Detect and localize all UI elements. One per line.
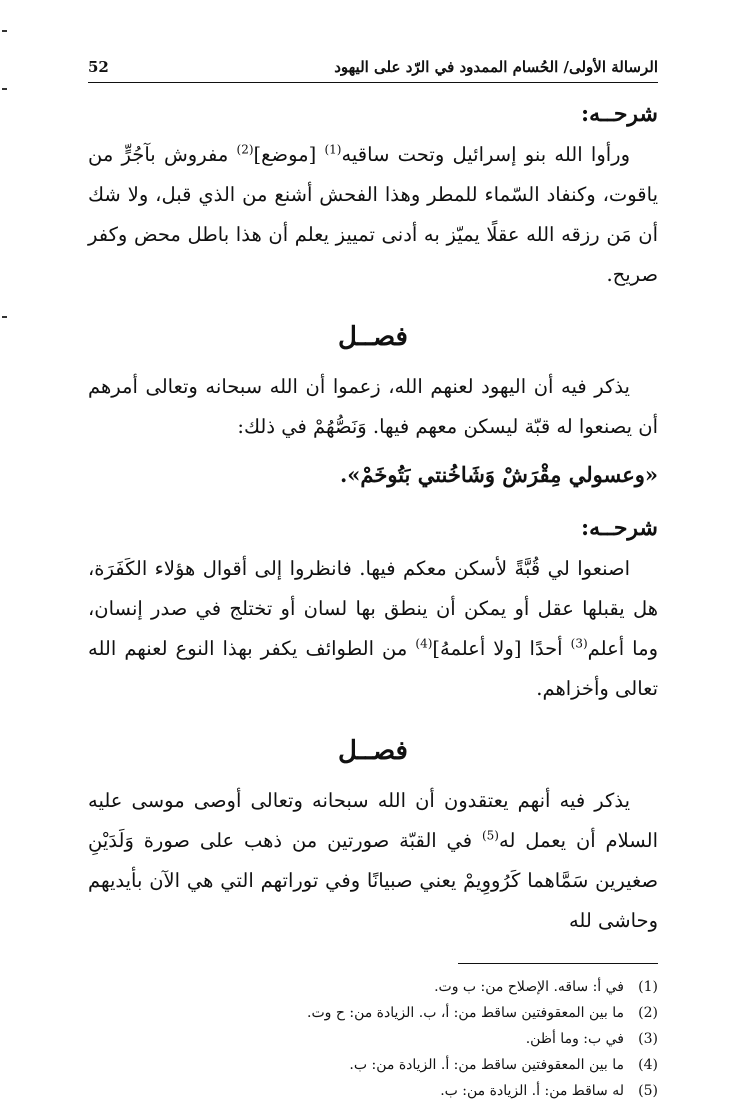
text-run: من الطوائف يكفر بهذا النوع لعنهم الله تعالى وأخزاهم. bbox=[88, 637, 658, 700]
margin-mark bbox=[2, 316, 7, 318]
quoted-text: «وعسولي مِقْرَشْ وَشَاخُنتي بَتُوخَمْ». bbox=[339, 462, 658, 487]
margin-mark bbox=[2, 88, 7, 90]
page bbox=[88, 58, 658, 1104]
section-heading-fasl: فصــل bbox=[338, 322, 408, 352]
text-run: ورأوا الله بنو إسرائيل وتحت ساقيه bbox=[341, 143, 630, 166]
footnote-item bbox=[88, 1000, 658, 1026]
footnote-text: في ب: وما أظن. bbox=[525, 1031, 624, 1047]
margin-mark bbox=[2, 30, 7, 32]
footnote-ref: (4) bbox=[415, 636, 433, 651]
footnote-text: ما بين المعقوفتين ساقط من: أ. الزيادة من: ب. bbox=[349, 1057, 624, 1073]
footnote-ref: (1) bbox=[324, 142, 342, 157]
paragraph-sharh-2 bbox=[88, 549, 658, 709]
text-run: في القبّة صورتين من ذهب على صورة وَلَدَيْنِ صغيرين سَمَّاهما كَرُووِيمْ يعني صبيانًا وفي توراتهم التي هي الآن بأيديهم وحاشى لله bbox=[88, 829, 658, 932]
footnote-item bbox=[88, 1026, 658, 1052]
footnote-item bbox=[88, 974, 658, 1000]
section-heading-sharh: شرحــه: bbox=[581, 101, 658, 127]
footnote-divider bbox=[458, 963, 658, 964]
header-title: الرسالة الأولى/ الحُسام الممدود في الرّد على اليهود bbox=[334, 58, 658, 76]
section-heading-fasl: فصــل bbox=[338, 736, 408, 766]
footnote-ref: (2) bbox=[236, 142, 254, 157]
text-run: أحدًا [ولا أعلمهُ] bbox=[432, 637, 571, 660]
running-header bbox=[88, 58, 658, 83]
page-number: 52 bbox=[88, 58, 109, 76]
footnote-number: (5) bbox=[638, 1083, 658, 1099]
footnote-number: (2) bbox=[638, 1005, 658, 1021]
paragraph-fasl-1: يذكر فيه أن اليهود لعنهم الله، زعموا أن الله سبحانه وتعالى أمرهم أن يصنعوا له قبّة ليسكن معهم فيها. وَنَصُّهُمْ في ذلك: bbox=[88, 375, 658, 438]
footnote-ref: (5) bbox=[481, 828, 499, 843]
footnote-number: (1) bbox=[638, 979, 658, 995]
footnote-ref: (3) bbox=[570, 636, 588, 651]
text-run: [موضع] bbox=[253, 143, 325, 166]
text-run: مفروش بآجُرٍّ من ياقوت، وكنفاد السّماء للمطر وهذا الفحش أشنع من الذي قبل، ولا شك أن مَن رزقه الله عقلًا يميّز به أدنى تمييز يعلم أن هذا باطل محض وكفر صريح. bbox=[88, 143, 658, 286]
footnote-text: له ساقط من: أ. الزيادة من: ب. bbox=[440, 1083, 624, 1099]
footnote-number: (3) bbox=[638, 1031, 658, 1047]
footnotes-list bbox=[88, 974, 658, 1104]
footnote-text: ما بين المعقوفتين ساقط من: أ، ب. الزيادة من: ح وت. bbox=[307, 1005, 624, 1021]
footnote-text: في أ: ساقه. الإصلاح من: ب وت. bbox=[434, 979, 624, 995]
text-run: اصنعوا لي قُبَّةً لأسكن معكم فيها. فانظروا إلى أقوال هؤلاء الكَفَرَة، هل يقبلها عقل أو يمكن أن ينطق بها لسان أو تختلج في صدر إنسان، وما أعلم bbox=[88, 557, 658, 660]
section-heading-sharh: شرحــه: bbox=[581, 515, 658, 541]
text-run: يذكر فيه أنهم يعتقدون أن الله سبحانه وتعالى أوصى موسى عليه السلام أن يعمل له bbox=[88, 789, 658, 852]
footnote-item bbox=[88, 1078, 658, 1104]
paragraph-fasl-2 bbox=[88, 781, 658, 941]
paragraph-sharh-1 bbox=[88, 135, 658, 295]
footnote-number: (4) bbox=[638, 1057, 658, 1073]
footnote-item bbox=[88, 1052, 658, 1078]
